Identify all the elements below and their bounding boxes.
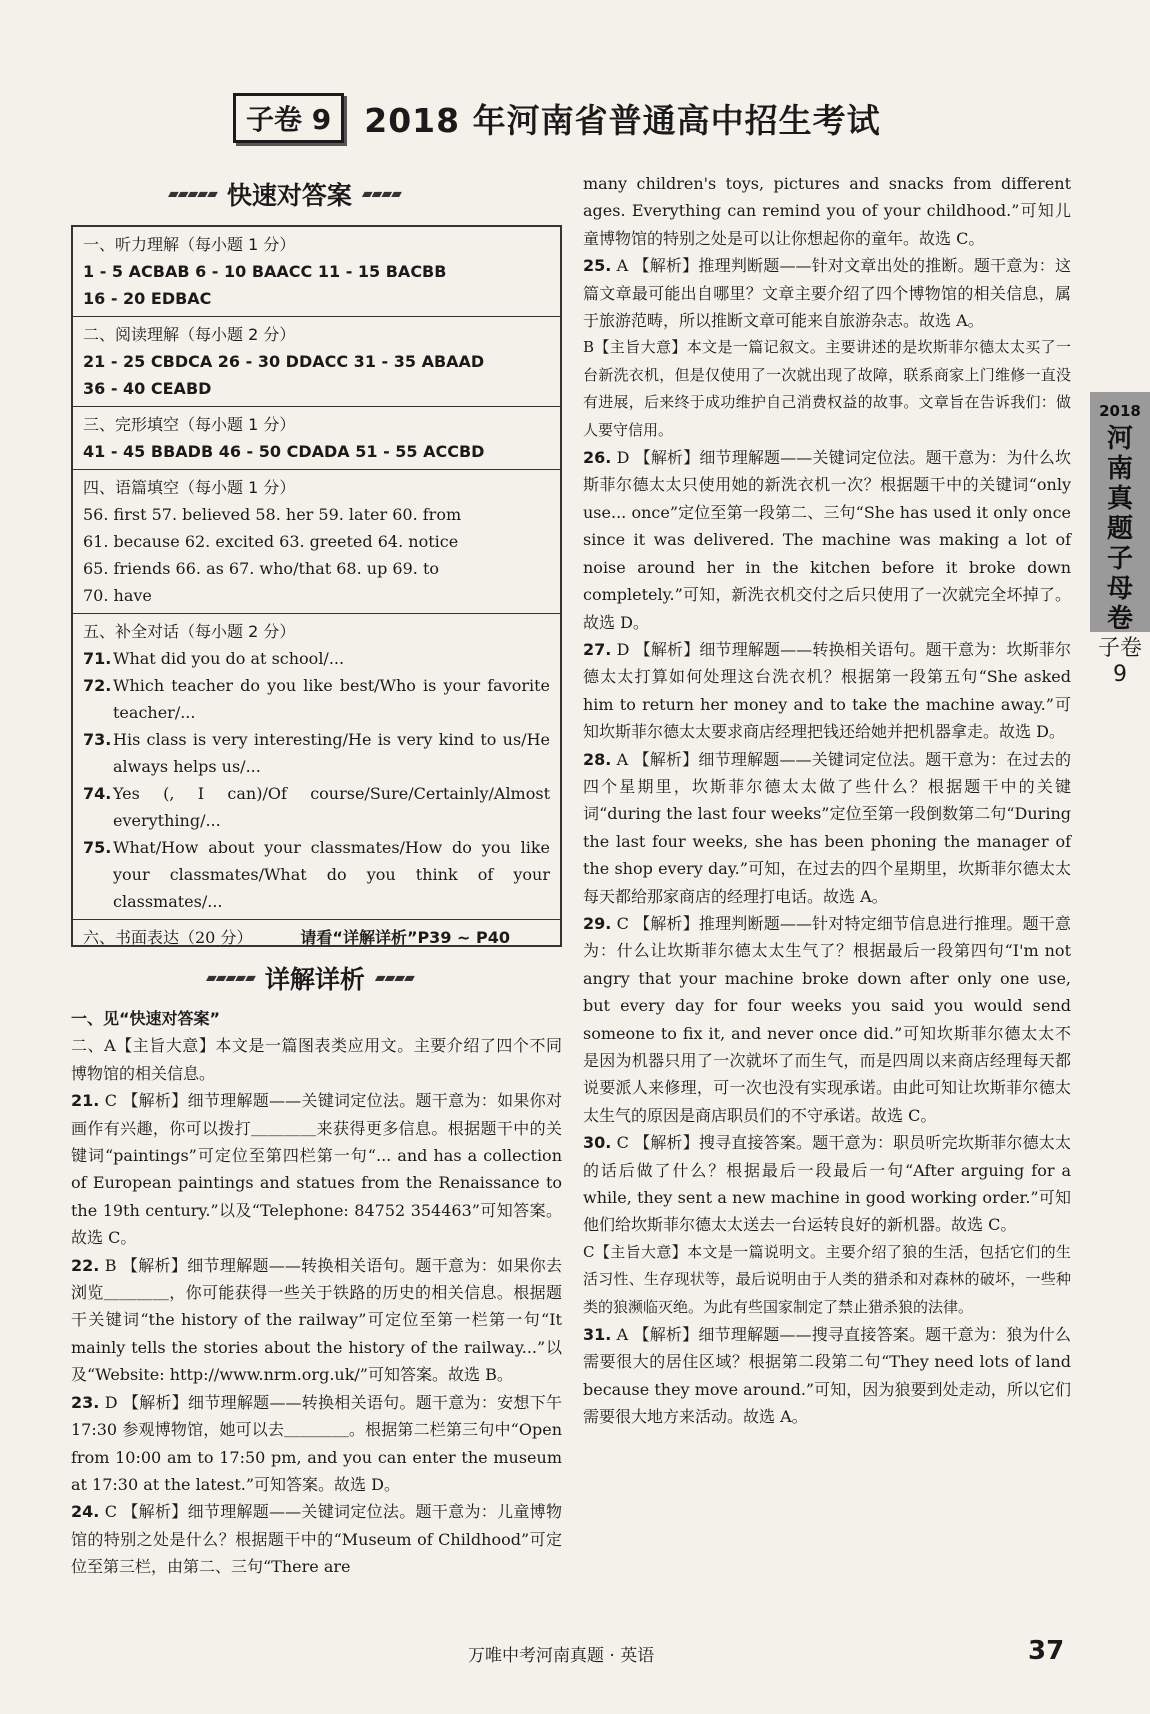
- list-item: 75. What/How about your classmates/How do you like your classmates/What do you think of your classmates/...: [83, 838, 550, 911]
- quick-answer-heading: ▰▰▰▰▰ 快速对答案 ▰▰▰▰: [168, 181, 401, 210]
- side-subtab: 子卷9: [1097, 636, 1142, 687]
- decor-bars-icon: ▰▰▰▰: [361, 186, 401, 202]
- list-item: 74. Yes (, I can)/Of course/Sure/Certainly/Almost everything/...: [83, 784, 550, 830]
- side-tab: 2018 河南真题子母卷: [1090, 392, 1150, 632]
- answer-section-listening: 一、听力理解（每小题 1 分） 1 - 5 ACBAB 6 - 10 BAACC 11 - 15 BACBB 16 - 20 EDBAC: [73, 227, 560, 317]
- answer-section-passage-fill: 四、语篇填空（每小题 1 分） 56. first 57. believed 58. her 59. later 60. from 61. because 62. excited 63. greeted 64. notice 65. friends 66. as 67. who/that 68. up 69. to 70. have: [73, 470, 560, 614]
- list-item: 71. What did you do at school/...: [83, 649, 345, 668]
- list-item: 72. Which teacher do you like best/Who is your favorite teacher/...: [83, 676, 550, 722]
- footer-text: 万唯中考河南真题 · 英语: [468, 1646, 655, 1666]
- list-item: 73. His class is very interesting/He is very kind to us/He always helps us/...: [83, 730, 550, 776]
- detail-heading: ▰▰▰▰▰ 详解详析 ▰▰▰▰: [206, 965, 414, 994]
- header: [233, 92, 881, 144]
- decor-bars-icon: ▰▰▰▰▰: [206, 970, 255, 986]
- page-title: 2018 年河南省普通高中招生考试: [364, 100, 881, 140]
- decor-bars-icon: ▰▰▰▰▰: [168, 186, 217, 202]
- right-column: many children's toys, pictures and snacks from different ages. Everything can remind you of your childhood.”可知儿童博物馆的特别之处是可以让你想起你的童年。故选 C。 25. A 【解析】推理判断题——针对文章出处的推断。题干意为：这篇文章最可能出自哪里？文章主要介绍了四个博物馆的相关信息，属于旅游范畴，所以推断文章可能来自旅游杂志。故选 A。 B【主旨大意】本文是一篇记叙文。主要讲述的是坎斯菲尔德太太买了一台新洗衣机，但是仅使用了一次就出现了故障，联系商家上门维修一直没有进展，后来终于成功维护自己消费权益的故事。文章旨在告诉我们：做人要守信用。 26. D 【解析】细节理解题——关键词定位法。题干意为：为什么坎斯菲尔德太太只使用她的新洗衣机一次？根据题干中的关键词“only use... once”定位至第一段第二、三句“She has used it only once since it was delivered. The machine was making a lot of noise around her in the kitchen before it broke down completely.”可知，新洗衣机交付之后只使用了一次就完全坏掉了。故选 D。 27. D 【解析】细节理解题——转换相关语句。题干意为：坎斯菲尔德太太打算如何处理这台洗衣机？根据第一段第五句“She asked him to return her money and to take the machine away.”可知坎斯菲尔德太太要求商店经理把钱还给她并把机器拿走。故选 D。 28. A 【解析】细节理解题——关键词定位法。题干意为：在过去的四个星期里，坎斯菲尔德太太做了些什么？根据题干中的关键词“during the last four weeks”定位至第一段倒数第二句“During the last four weeks, she has been phoning the manager of the shop every day.”可知，在过去的四个星期里，坎斯菲尔德太太每天都给那家商店的经理打电话。故选 A。 29. C 【解析】推理判断题——针对特定细节信息进行推理。题干意为：什么让坎斯菲尔德太太生气了？根据最后一段第四句“I'm not angry that your machine broke down after only one use, but every day for four weeks you said you would send someone to fix it, and never once did.”可知坎斯菲尔德太太不是因为机器只用了一次就坏了而生气，而是四周以来商店经理每天都说要派人来修理，可一次也没有实现承诺。由此可知让坎斯菲尔德太太生气的原因是商店职员们的不守承诺。故选 C。 30. C 【解析】搜寻直接答案。题干意为：职员听完坎斯菲尔德太太的话后做了什么？根据最后一段最后一句“After arguing for a while, they sent a new machine in good working order.”可知他们给坎斯菲尔德太太送去一台运转良好的新机器。故选 C。 C【主旨大意】本文是一篇说明文。主要介绍了狼的生活，包括它们的生活习性、生存现状等，最后说明由于人类的猎杀和对森林的破坏，一些种类的狼濒临灭绝。为此有些国家制定了禁止猎杀狼的法律。 31. A 【解析】细节理解题——搜寻直接答案。题干意为：狼为什么需要很大的居住区域？根据第二段第二句“They need lots of land because they move around.”可知，因为狼要到处走动，所以它们需要很大地方来活动。故选 A。: [583, 174, 1071, 1427]
- answer-box: [71, 225, 562, 947]
- answer-section-dialogue: 五、补全对话（每小题 2 分） 71. What did you do at school/... 72. Which teacher do you like best/Who is your favorite teacher/... 73. His class is very interesting/He is very kind to us/He always helps us/... 74. Yes (, I can)/Of course/Sure/Certainly/Almost everything/... 75. What/How about your classmates/How do you like your classmates/What do you think of your classmates/...: [73, 614, 560, 920]
- left-column: 一、见“快速对答案” 二、A【主旨大意】本文是一篇图表类应用文。主要介绍了四个不同博物馆的相关信息。 21. C 【解析】细节理解题——关键词定位法。题干意为：如果你对画作有兴趣，你可以拨打＿＿＿＿来获得更多信息。根据题干中的关键词“paintings”可定位至第四栏第一句“... and has a collection of European paintings and statues from the Renaissance to the 19th century.”以及“Telephone: 84752 354463”可知答案。故选 C。 22. B 【解析】细节理解题——转换相关语句。题干意为：如果你去浏览＿＿＿＿，你可能获得一些关于铁路的历史的相关信息。根据题干关键词“the history of the railway”可定位至第一栏第一句“It mainly tells the stories about the history of the railway...”以及“Website: http://www.nrm.org.uk/”可知答案。故选 B。 23. D 【解析】细节理解题——转换相关语句。题干意为：安想下午 17:30 参观博物馆，她可以去＿＿＿＿。根据第二栏第三句中“Open from 10:00 am to 17:50 pm, and you can enter the museum at 17:30 at the latest.”可知答案。故选 D。 24. C 【解析】细节理解题——关键词定位法。题干意为：儿童博物馆的特别之处是什么？根据题干中的“Museum of Childhood”可定位至第三栏，由第二、三句“There are: [71, 1009, 562, 1577]
- decor-bars-icon: ▰▰▰▰: [374, 970, 414, 986]
- answer-section-reading: 二、阅读理解（每小题 2 分） 21 - 25 CBDCA 26 - 30 DDACC 31 - 35 ABAAD 36 - 40 CEABD: [73, 317, 560, 407]
- answer-section-cloze: 三、完形填空（每小题 1 分） 41 - 45 BBADB 46 - 50 CDADA 51 - 55 ACCBD: [73, 407, 560, 470]
- page-number: 37: [1028, 1636, 1065, 1666]
- paper-badge: 子卷 9: [233, 93, 344, 143]
- answer-section-writing: 六、书面表达（20 分） 请看“详解详析”P39 ~ P40: [83, 928, 510, 947]
